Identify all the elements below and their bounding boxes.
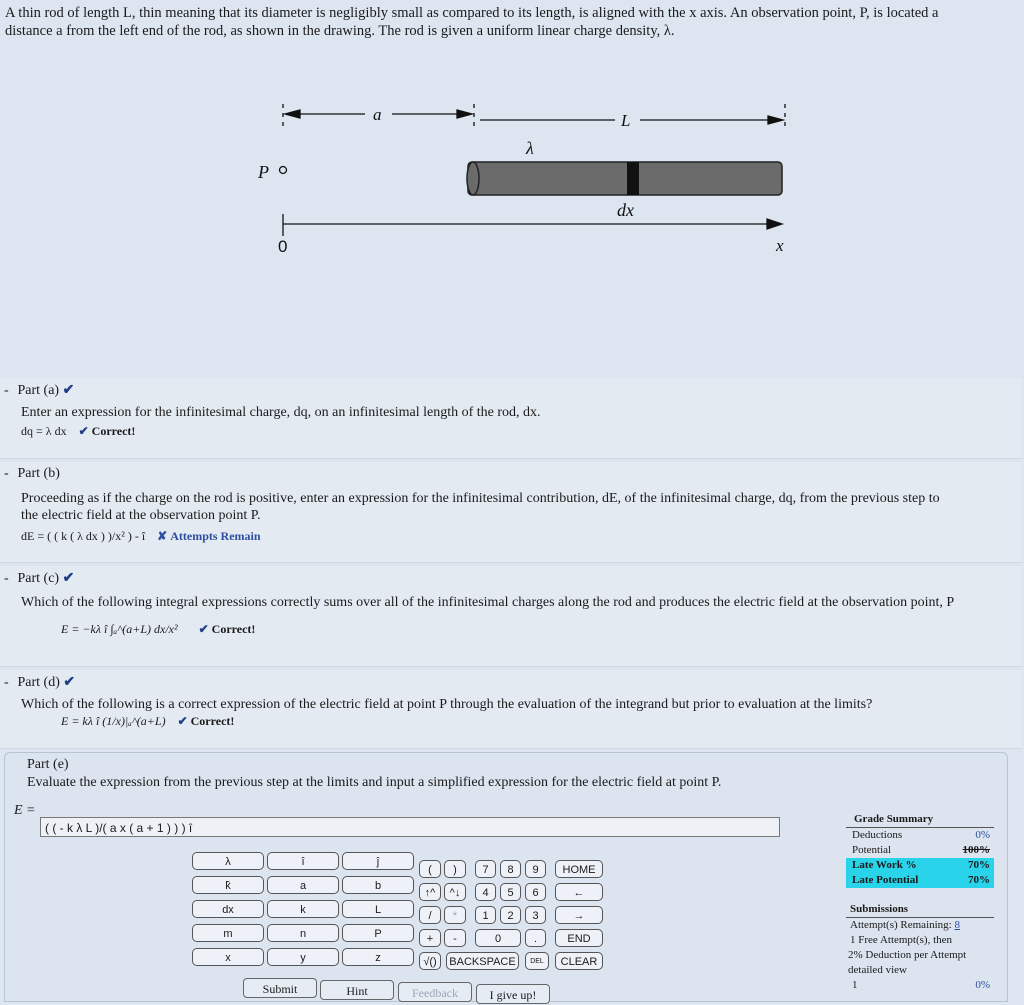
a-arrow-left-head (285, 110, 300, 118)
grade-summary-title: Grade Summary (846, 812, 994, 828)
key-right-arrow[interactable]: → (555, 906, 603, 924)
part-a-prompt: Enter an expression for the infinitesimal charge, dq, on an infinitesimal length of the rod, dx. (21, 405, 541, 420)
deduction-note: 2% Deduction per Attempt (848, 949, 967, 961)
part-d-answer: E = kλ î (1/x)|ₐ^(a+L) (61, 714, 166, 728)
part-c-status: Correct! (211, 622, 256, 636)
key-down-arrow[interactable]: ^↓ (444, 883, 466, 901)
part-b: - Part (b) Proceeding as if the charge on the rod is positive, enter an expression for the infinitesimal contribution, dE, of the infinitesimal charge, dq, from the previous step to the electric field at the observation point P. dE = ( ( k ( λ dx ) )/x² ) - î ✘ Attempts Remain (0, 462, 1022, 563)
key-i-hat[interactable]: î (267, 852, 339, 870)
key-open-paren[interactable]: ( (419, 860, 441, 878)
key-a[interactable]: a (267, 876, 339, 894)
key-close-paren[interactable]: ) (444, 860, 466, 878)
late-potential-value: 70% (968, 874, 990, 886)
x-axis-arrowhead (767, 219, 782, 229)
potential-value: 100% (962, 844, 990, 856)
attempts-label: Attempt(s) Remaining: (850, 919, 952, 931)
check-icon: ✔ (62, 571, 75, 586)
key-j-hat[interactable]: ĵ (342, 852, 414, 870)
key-2[interactable]: 2 (500, 906, 521, 924)
key-home[interactable]: HOME (555, 860, 603, 878)
late-work-label: Late Work % (852, 859, 917, 871)
part-b-answer: dE = ( ( k ( λ dx ) )/x² ) - î (21, 529, 146, 543)
field-label: E = (14, 803, 36, 818)
key-minus[interactable]: - (444, 929, 466, 947)
part-b-title: Part (b) (17, 466, 60, 481)
part-d-prompt: Which of the following is a correct expression of the electric field at point P through the evaluation of the integrand but prior to evaluation at the limits? (21, 697, 873, 712)
key-up-arrow[interactable]: ↑^ (419, 883, 441, 901)
key-b[interactable]: b (342, 876, 414, 894)
key-sqrt[interactable]: √() (419, 952, 441, 970)
deductions-label: Deductions (852, 829, 903, 841)
label-L: L (621, 111, 631, 130)
key-plus[interactable]: + (419, 929, 441, 947)
key-multiply[interactable]: * (444, 906, 466, 924)
submissions-title: Submissions (846, 902, 994, 918)
part-a-title: Part (a) (17, 383, 60, 398)
label-dx: dx (617, 200, 634, 220)
label-origin: 0 (278, 237, 288, 256)
part-d: - Part (d) ✔ Which of the following is a correct expression of the electric field at point P through the evaluation of the integrand but prior to evaluation at the limits? E = kλ î (1/x)|ₐ^(a+L) ✔ Correct! (0, 670, 1022, 749)
part-c-prompt: Which of the following integral expressions correctly sums over all of the infinitesimal charges along the rod and produces the electric field at the observation point, P (21, 595, 955, 610)
key-P[interactable]: P (342, 924, 414, 942)
key-4[interactable]: 4 (475, 883, 496, 901)
key-z[interactable]: z (342, 948, 414, 966)
late-potential-label: Late Potential (852, 874, 919, 886)
key-3[interactable]: 3 (525, 906, 546, 924)
part-c-answer: E = −kλ î ∫ₐ^(a+L) dx/x² (61, 622, 178, 636)
problem-line-1: A thin rod of length L, thin meaning that its diameter is negligibly small as compared to its length, is aligned with the x axis. An observation point, P, is located a (5, 5, 939, 21)
key-8[interactable]: 8 (500, 860, 521, 878)
key-dx[interactable]: dx (192, 900, 264, 918)
part-c: - Part (c) ✔ Which of the following integral expressions correctly sums over all of the infinitesimal charges along the rod and produces the electric field at the observation point, P E = −kλ î ∫ₐ^(a+L) dx/x² ✔ Correct! (0, 566, 1022, 667)
charged-rod (468, 162, 782, 195)
late-work-value: 70% (968, 859, 990, 871)
key-n[interactable]: n (267, 924, 339, 942)
check-icon: ✔ (62, 383, 75, 398)
label-lambda: λ (526, 138, 534, 158)
part-d-title: Part (d) (17, 675, 60, 690)
rod-diagram (0, 90, 1024, 270)
part-a-answer: dq = λ dx (21, 424, 67, 438)
L-arrow-right-head (768, 116, 783, 124)
a-arrow-right-head (457, 110, 472, 118)
part-a: - Part (a) ✔ Enter an expression for the infinitesimal charge, dq, on an infinitesimal length of the rod, dx. dq = λ dx ✔ Correct! (0, 378, 1022, 459)
key-k[interactable]: k (267, 900, 339, 918)
part-d-status: Correct! (190, 714, 235, 728)
grade-summary (846, 812, 994, 993)
key-clear[interactable]: CLEAR (555, 952, 603, 970)
key-0[interactable]: 0 (475, 929, 521, 947)
submission-row-value: 0% (975, 979, 990, 991)
key-5[interactable]: 5 (500, 883, 521, 901)
check-icon: ✔ (78, 424, 89, 438)
detailed-view-link[interactable]: detailed view (848, 964, 907, 976)
key-x[interactable]: x (192, 948, 264, 966)
key-lambda[interactable]: λ (192, 852, 264, 870)
deductions-value: 0% (975, 829, 990, 841)
rod-left-cap (467, 162, 479, 195)
key-9[interactable]: 9 (525, 860, 546, 878)
key-backspace[interactable]: BACKSPACE (446, 952, 519, 970)
submission-row-number: 1 (852, 979, 858, 991)
part-c-title: Part (c) (17, 571, 60, 586)
problem-line-2: distance a from the left end of the rod, as shown in the drawing. The rod is given a uniform linear charge density, λ. (5, 23, 675, 39)
check-icon: ✔ (63, 675, 76, 690)
submit-button[interactable]: Submit (243, 978, 317, 998)
cross-icon: ✘ (157, 529, 168, 543)
key-k-hat[interactable]: k̂ (192, 876, 264, 894)
observation-point-marker (280, 167, 287, 174)
key-7[interactable]: 7 (475, 860, 496, 878)
key-del[interactable]: DEL (525, 952, 549, 970)
label-a: a (373, 105, 382, 124)
potential-label: Potential (852, 844, 892, 856)
key-dot[interactable]: . (525, 929, 546, 947)
answer-input[interactable]: ( ( - k λ L )/( a x ( a + 1 ) ) ) î (40, 817, 780, 837)
feedback-button[interactable]: Feedback (398, 982, 472, 1002)
key-6[interactable]: 6 (525, 883, 546, 901)
part-e-title: Part (e) (27, 757, 69, 772)
check-icon: ✔ (198, 622, 209, 636)
key-1[interactable]: 1 (475, 906, 496, 924)
part-b-prompt-2: the electric field at the observation point P. (21, 508, 261, 523)
attempts-value: 8 (954, 919, 960, 931)
key-L[interactable]: L (342, 900, 414, 918)
part-a-status: Correct! (91, 424, 136, 438)
part-b-status: Attempts Remain (170, 529, 261, 543)
label-x-axis: x (776, 236, 784, 255)
problem-statement (5, 4, 1005, 40)
check-icon: ✔ (177, 714, 188, 728)
label-P: P (258, 162, 269, 182)
part-b-prompt-1: Proceeding as if the charge on the rod is positive, enter an expression for the infinitesimal contribution, dE, of the infinitesimal charge, dq, from the previous step to (21, 491, 940, 506)
key-y[interactable]: y (267, 948, 339, 966)
part-e-prompt: Evaluate the expression from the previous step at the limits and input a simplified expression for the electric field at point P. (27, 775, 722, 790)
key-m[interactable]: m (192, 924, 264, 942)
key-left-arrow[interactable]: ← (555, 883, 603, 901)
key-divide[interactable]: / (419, 906, 441, 924)
free-attempts-note: 1 Free Attempt(s), then (850, 934, 953, 946)
rod-element-dx (627, 162, 639, 195)
hint-button[interactable]: Hint (320, 980, 394, 1000)
key-end[interactable]: END (555, 929, 603, 947)
give-up-button[interactable]: I give up! (476, 984, 550, 1004)
